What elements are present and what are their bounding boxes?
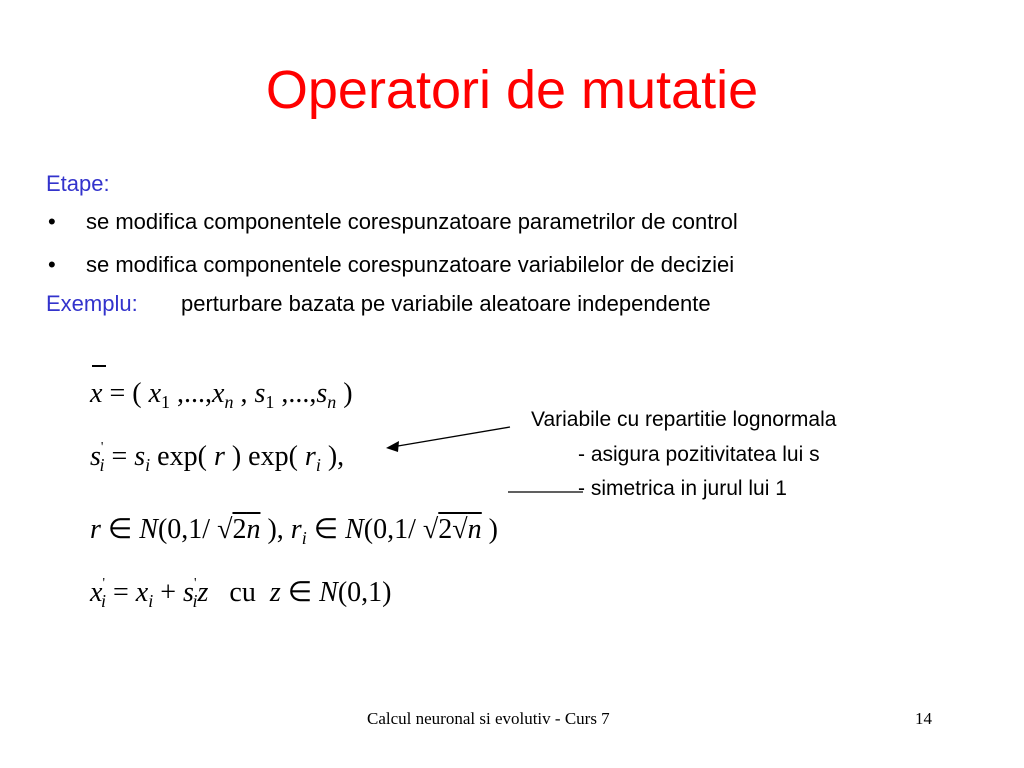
annotation-arrowhead [386, 441, 399, 452]
bullet-2-text: se modifica componentele corespunzatoare variabilelor de deciziei [86, 252, 735, 277]
bullet-1-text: se modifica componentele corespunzatoare parametrilor de control [86, 209, 738, 234]
annotation-line-3: - simetrica in jurul lui 1 [578, 477, 787, 500]
exemplu-label: Exemplu: [46, 291, 138, 316]
formula-s-update: $s'_i = s_i$ exp( r ) exp( $r_i$ ), [90, 440, 345, 475]
etape-label: Etape: [46, 171, 110, 196]
slide-title: Operatori de mutatie [265, 60, 759, 120]
bullet-2-dot: • [48, 252, 56, 277]
formula-vector-x: x = ( $x_1$ $,...,x_n$ , $s_1$ $,...,s_n$ ) [90, 378, 353, 412]
annotation-line-1: Variabile cu repartitie lognormala [531, 408, 837, 431]
annotation-line-2: - asigura pozitivitatea lui s [578, 443, 820, 466]
footer-page-number: 14 [915, 709, 932, 728]
formula-x-update: $x'_i = x_i + s'_iz$ cu z ∈ N(0,1) [90, 576, 392, 611]
bullet-1-dot: • [48, 209, 56, 234]
cu-word: cu [229, 577, 256, 608]
footer-course: Calcul neuronal si evolutiv - Curs 7 [367, 709, 610, 728]
formula-r-distribution: r ∈ N(0,1/ √2n ), $r_i$ ∈ N(0,1/ √2√n ) [90, 514, 498, 548]
x-overbar [92, 365, 106, 367]
annotation-arrow-line [392, 427, 510, 447]
exemplu-text: perturbare bazata pe variabile aleatoare independente [181, 291, 711, 316]
